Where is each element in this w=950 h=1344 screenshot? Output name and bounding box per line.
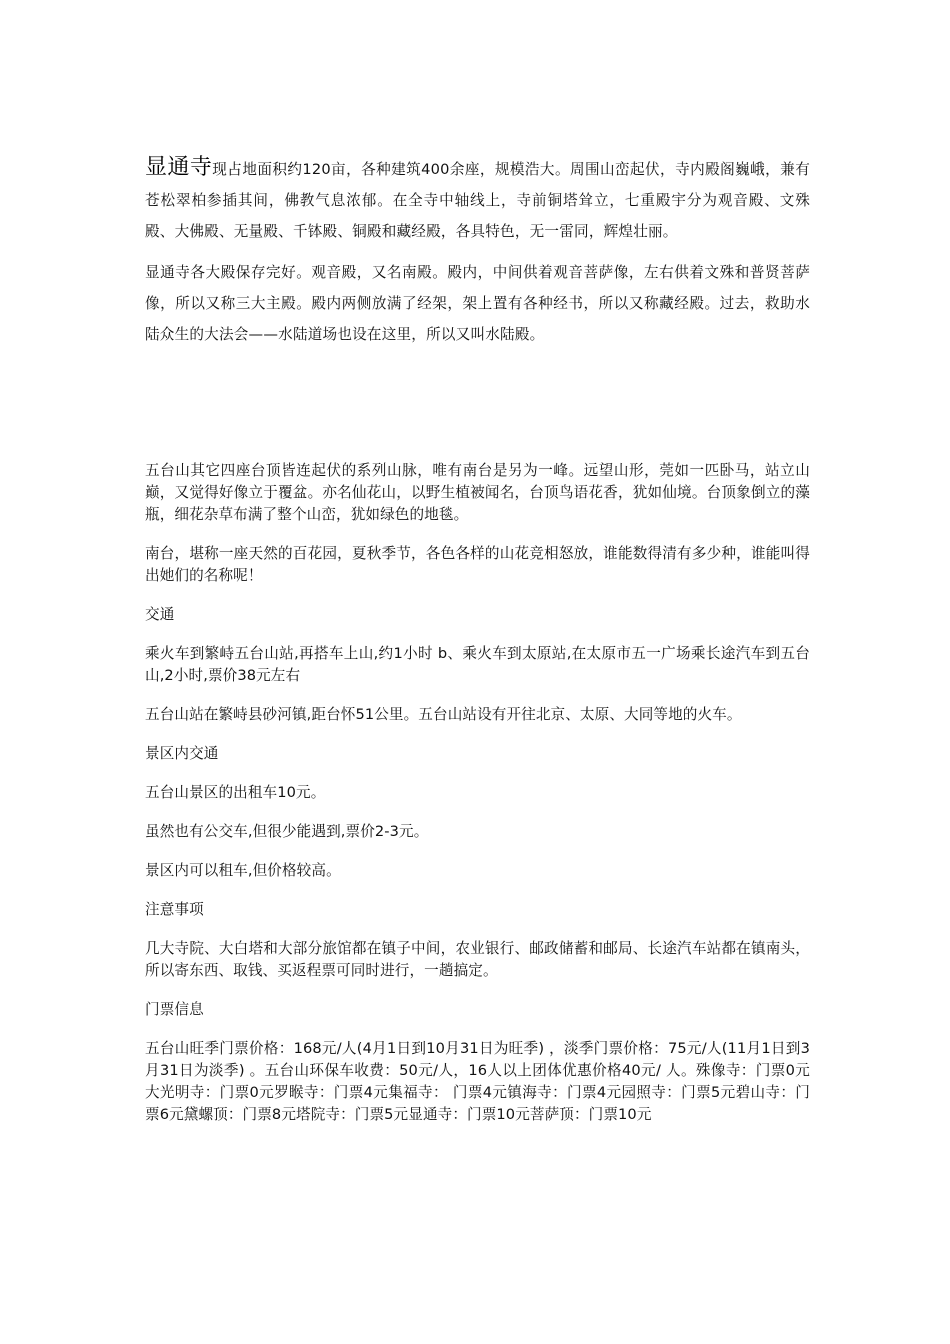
intro-paragraph <box>145 152 810 247</box>
inner-traffic-bus: 虽然也有公交车,但很少能遇到,票价2-3元。 <box>145 823 429 840</box>
inner-traffic-taxi: 五台山景区的出租车10元。 <box>145 784 326 801</box>
notice-paragraph: 几大寺院、大白塔和大部分旅馆都在镇子中间，农业银行、邮政储蓄和邮局、长途汽车站都在镇南头，所以寄东西、取钱、买返程票可同时进行，一趟搞定。 <box>145 940 810 979</box>
page-title: 显通寺 <box>145 155 213 180</box>
ticket-paragraph: 五台山旺季门票价格：168元/人(4月1日到10月31日为旺季) ，淡季门票价格：75元/人(11月1日到3月31日为淡季) 。五台山环保车收费：50元/人，16人以上团体优惠价格40元/ 人。殊像寺：门票0元大光明寺：门票0元罗睺寺：门票4元集福寺： 门票4元镇海寺：门票4元园照寺：门票5元碧山寺：门票6元黛螺顶：门票8元塔院寺：门票5元显通寺：门票10元菩萨顶：门票10元 <box>145 1040 810 1123</box>
traffic-paragraph-2: 五台山站在繁峙县砂河镇,距台怀51公里。五台山站设有开往北京、太原、大同等地的火车。 <box>145 706 742 723</box>
nantai-paragraph-2: 南台，堪称一座天然的百花园，夏秋季节，各色各样的山花竞相怒放，谁能数得清有多少种，谁能叫得出她们的名称呢！ <box>145 545 810 584</box>
inner-traffic-rental: 景区内可以租车,但价格较高。 <box>145 862 341 879</box>
nantai-section <box>145 460 810 1143</box>
halls-paragraph: 显通寺各大殿保存完好。观音殿，又名南殿。殿内，中间供着观音菩萨像，左右供着文殊和普贤菩萨像，所以又称三大主殿。殿内两侧放满了经架，架上置有各种经书，所以又称藏经殿。过去，救助水陆众生的大法会——水陆道场也设在这里，所以又叫水陆殿。 <box>145 264 810 343</box>
ticket-heading: 门票信息 <box>145 1001 204 1018</box>
intro-text: 现占地面积约120亩，各种建筑400余座，规模浩大。周围山峦起伏，寺内殿阁巍峨，兼有苍松翠柏参插其间，佛教气息浓郁。在全寺中轴线上，寺前铜塔耸立，七重殿宇分为观音殿、文殊殿、大佛殿、无量殿、千钵殿、铜殿和藏经殿，各具特色，无一雷同，辉煌壮丽。 <box>145 161 810 240</box>
inner-traffic-heading: 景区内交通 <box>145 745 219 762</box>
traffic-heading: 交通 <box>145 606 175 623</box>
xiantong-section <box>145 152 810 360</box>
nantai-paragraph-1: 五台山其它四座台顶皆连起伏的系列山脉，唯有南台是另为一峰。远望山形，莞如一匹卧马，站立山巅，又觉得好像立于覆盆。亦名仙花山，以野生植被闻名，台顶鸟语花香，犹如仙境。台顶象倒立的藻瓶，细花杂草布满了整个山峦，犹如绿色的地毯。 <box>145 462 810 523</box>
notice-heading: 注意事项 <box>145 901 204 918</box>
traffic-paragraph-1: 乘火车到繁峙五台山站,再搭车上山,约1小时 b、乘火车到太原站,在太原市五一广场乘长途汽车到五台山,2小时,票价38元左右 <box>145 645 810 684</box>
